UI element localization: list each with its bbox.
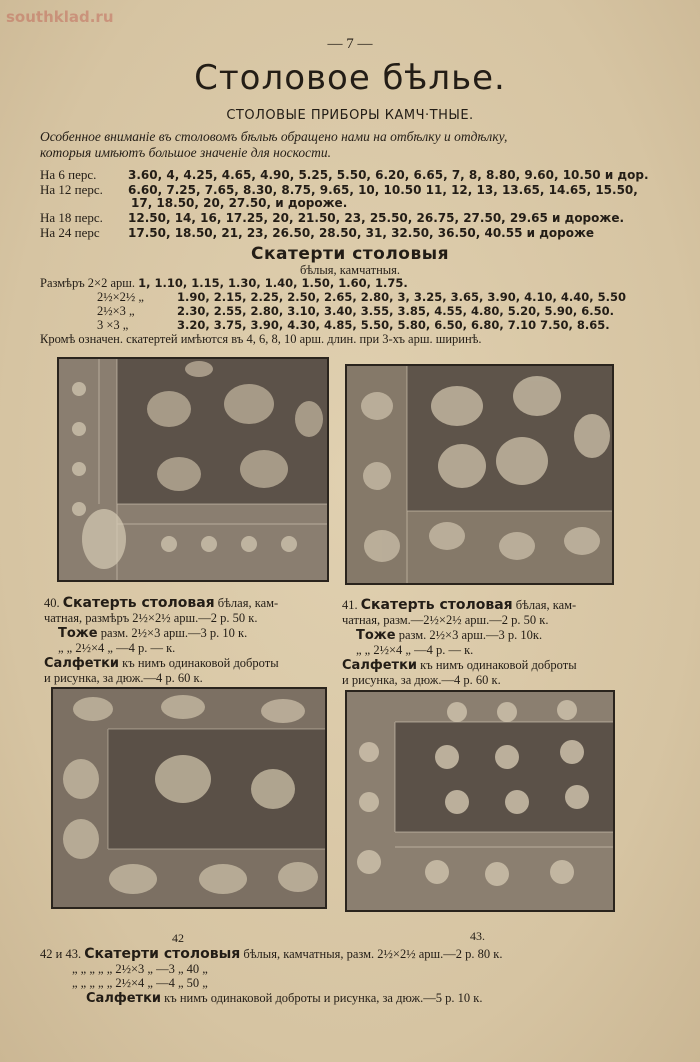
price-row-label: На 12 перс. (40, 182, 103, 197)
price-row-values: 12.50, 14, 16, 17.25, 20, 21.50, 23, 25.50, 26.75, 27.50, 29.65 и дороже. (128, 211, 625, 225)
intro-line-2: которыя имѣютъ большое значеніе для носкости. (40, 145, 331, 160)
item-line: къ нимъ одинаковой доброты (122, 656, 279, 670)
size-label: 3 ×3 „ (97, 318, 129, 332)
item-number: 40. (44, 596, 60, 610)
size-row (97, 304, 614, 319)
caption-41 (342, 598, 577, 688)
item-line: и рисунка, за дюж.—4 р. 60 к. (44, 671, 203, 685)
bottom-line-3: „ „ „ „ „ 2½×4 „ —4 „ 50 „ (72, 976, 208, 990)
price-row-24 (40, 225, 594, 241)
item-line: бѣлая, кам- (217, 596, 279, 610)
size-values: 1.90, 2.15, 2.25, 2.50, 2.65, 2.80, 3, 3.25, 3.65, 3.90, 4.10, 4.40, 5.50 (177, 290, 626, 304)
item-line: чатная, разм.—2½×2½ арш.—2 р. 50 к. (342, 613, 549, 627)
item-line: и рисунка, за дюж.—4 р. 60 к. (342, 673, 501, 687)
tablecloth-image-42 (51, 687, 327, 909)
size-values: 3.20, 3.75, 3.90, 4.30, 4.85, 5.50, 5.80, 6.50, 6.80, 7.10 7.50, 8.65. (177, 318, 610, 332)
item-line: „ „ 2½×4 „ —4 р. — к. (58, 641, 176, 655)
item-line: бѣлыя, камчатныя, разм. 2½×2½ арш.—2 р. 80 к. (243, 947, 503, 961)
item-name: Скатерть столовая (62, 595, 215, 611)
price-row-6 (40, 167, 649, 183)
item-line: разм. 2½×3 арш.—3 р. 10к. (398, 628, 543, 642)
size-label: 2½×3 „ (97, 304, 135, 318)
item-number: 41. (342, 598, 358, 612)
item-line: чатная, размѣръ 2½×2½ арш.—2 р. 50 к. (44, 611, 258, 625)
size-row (97, 290, 626, 305)
size-label: 2½×2½ „ (97, 290, 144, 304)
bottom-line-4 (86, 991, 482, 1006)
item-bold: Салфетки (86, 991, 162, 1006)
tablecloths-subheading: бѣлыя, камчатныя. (299, 263, 401, 277)
price-row-values: 6.60, 7.25, 7.65, 8.30, 8.75, 9.65, 10, 10.50 11, 12, 13, 13.65, 14.65, 15.50, (128, 183, 638, 197)
price-row-values: 17.50, 18.50, 21, 23, 26.50, 28.50, 31, 32.50, 36.50, 40.55 и дороже (128, 226, 595, 240)
item-bold: Тоже (356, 628, 396, 643)
sizes-note: Кромѣ означен. скатертей имѣются въ 4, 6, 8, 10 арш. длин. при 3-хъ арш. ширинѣ. (40, 332, 482, 346)
size-values: 1, 1.10, 1.15, 1.30, 1.40, 1.50, 1.60, 1.75. (138, 276, 408, 290)
price-row-label: На 24 перс (40, 225, 100, 240)
bottom-line-2: „ „ „ „ „ 2½×3 „ —3 „ 40 „ (72, 962, 208, 976)
size-values: 2.30, 2.55, 2.80, 3.10, 3.40, 3.55, 3.85, 4.55, 4.80, 5.20, 5.90, 6.50. (177, 304, 614, 318)
size-label: Размѣръ 2×2 арш. (40, 276, 136, 290)
price-row-18 (40, 210, 624, 226)
price-row-values: 3.60, 4, 4.25, 4.65, 4.90, 5.25, 5.50, 6.20, 6.65, 7, 8, 8.80, 9.60, 10.50 и дор. (128, 168, 649, 182)
intro-text (40, 129, 670, 161)
item-name: Скатерть столовая (360, 597, 513, 613)
section-subtitle: СТОЛОВЫЕ ПРИБОРЫ КАМЧ·ТНЫЕ. (226, 108, 474, 123)
item-bold: Тоже (58, 626, 98, 641)
intro-line-1: Особенное вниманіе въ столовомъ бѣльѣ обращено нами на отбѣлку и отдѣлку, (40, 129, 508, 144)
item-number: 42 и 43. (40, 947, 82, 961)
size-row (97, 318, 610, 333)
image-label-42: 42 (172, 931, 184, 945)
image-label-43: 43. (470, 929, 485, 943)
tablecloth-image-41 (345, 364, 614, 585)
tablecloths-heading: Скатерти столовыя (250, 244, 449, 264)
price-row-label: На 18 перс. (40, 210, 103, 225)
size-row (40, 276, 408, 291)
item-line: разм. 2½×3 арш.—3 р. 10 к. (100, 626, 248, 640)
item-bold: Салфетки (342, 658, 418, 673)
caption-40 (44, 596, 279, 686)
item-name: Скатерти столовыя (84, 946, 241, 962)
item-line: къ нимъ одинаковой доброты и рисунка, за дюж.—5 р. 10 к. (164, 991, 483, 1005)
item-line: бѣлая, кам- (515, 598, 577, 612)
price-row-label: На 6 перс. (40, 167, 97, 182)
page-number: — 7 — (327, 36, 373, 52)
tablecloth-image-40 (57, 357, 329, 582)
price-row-12-cont: 17, 18.50, 20, 27.50, и дороже. (131, 196, 348, 210)
page-title: Столовое бѣлье. (194, 58, 506, 98)
watermark: southklad.ru (6, 8, 114, 26)
item-line: къ нимъ одинаковой доброты (420, 658, 577, 672)
tablecloth-image-43 (345, 690, 615, 912)
item-bold: Салфетки (44, 656, 120, 671)
item-line: „ „ 2½×4 „ —4 р. — к. (356, 643, 474, 657)
bottom-line-1 (40, 946, 502, 962)
